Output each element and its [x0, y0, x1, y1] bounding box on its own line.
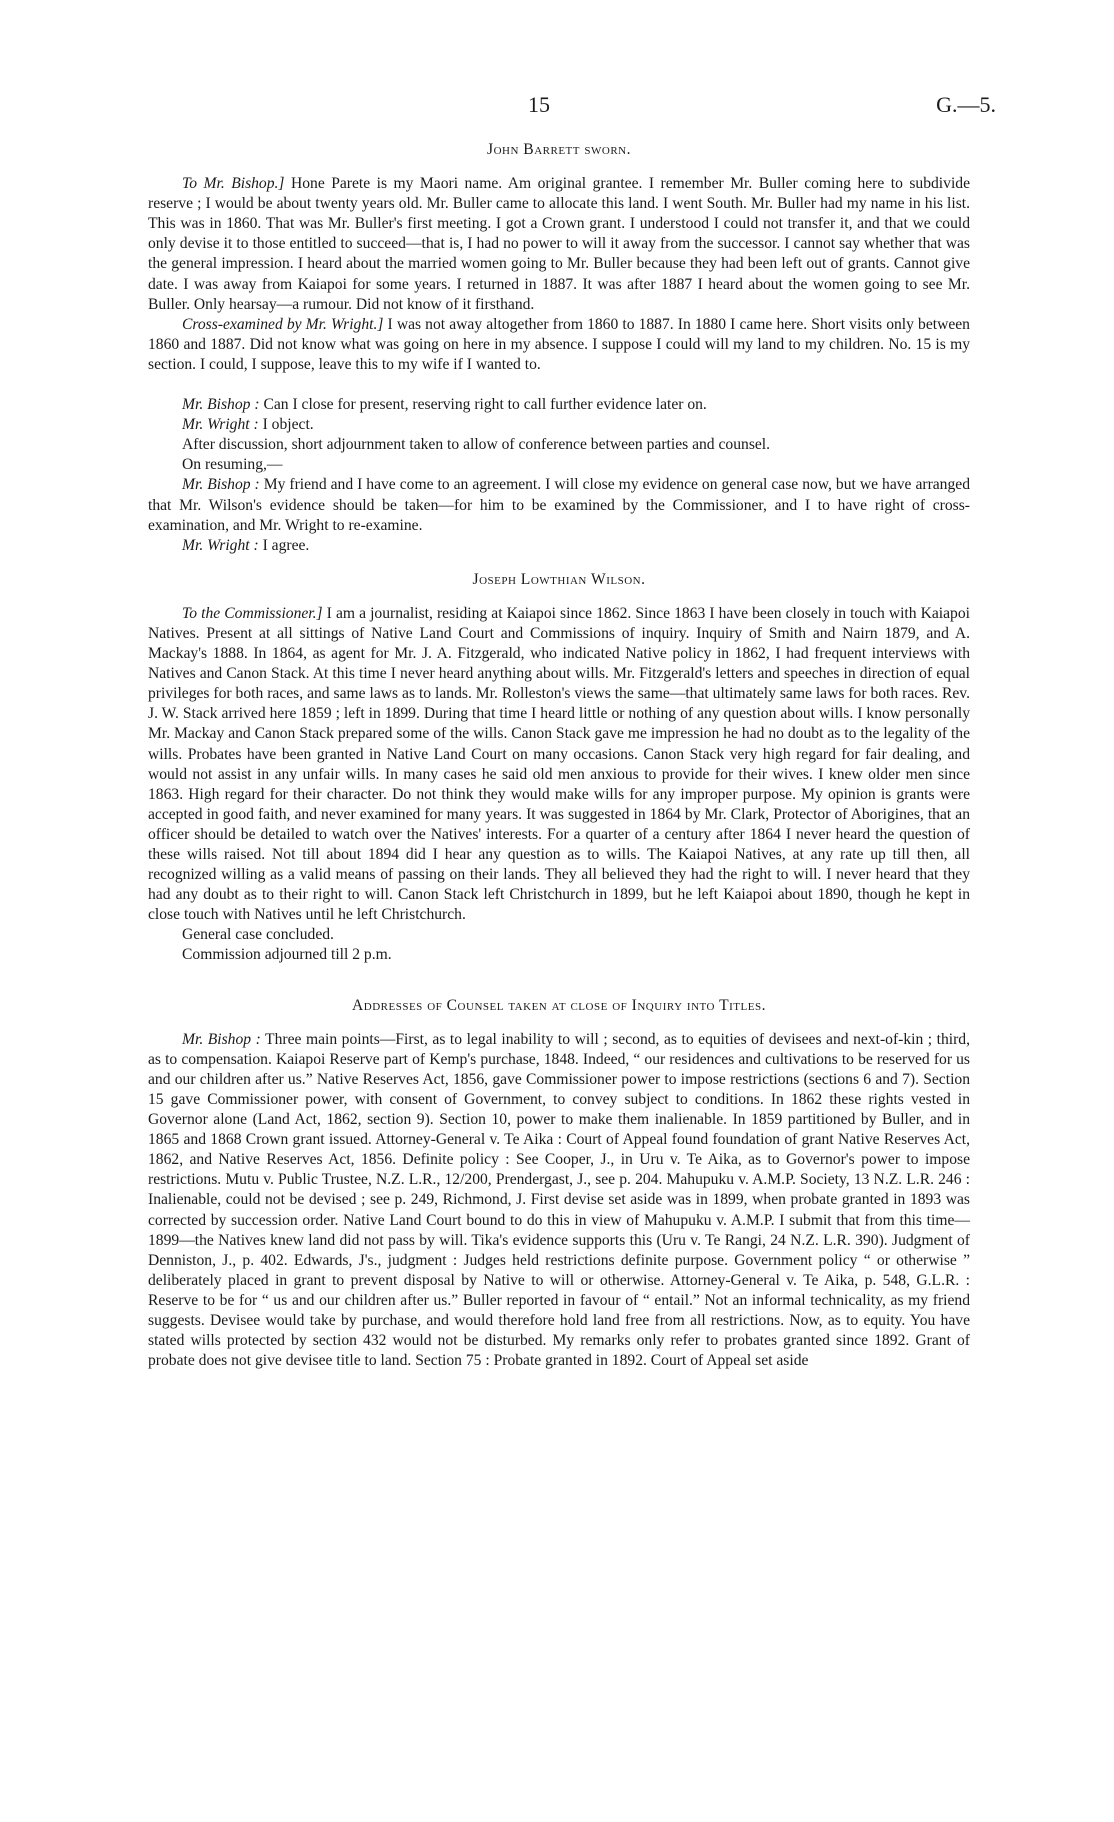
exchange-text: On resuming,—	[182, 456, 283, 474]
exchange-text: Can I close for present, reserving right to call further evidence later on.	[259, 396, 707, 414]
speaker-label: To Mr. Bishop.]	[182, 175, 285, 193]
speaker-label: Mr. Wright :	[182, 536, 259, 554]
speaker-label: To the Commissioner.]	[182, 604, 323, 622]
document-body	[148, 140, 970, 1371]
speaker-label: Mr. Bishop :	[182, 476, 260, 494]
adjournment-note: Commission adjourned till 2 p.m.	[182, 946, 392, 964]
speaker-label: Mr. Bishop :	[182, 396, 260, 414]
exchange-text: My friend and I have come to an agreement. I will close my evidence on general case now, but we have arranged that Mr. Wilson's evidence should be taken—for him to be examined by the Commissioner, and I to have right of cross-examination, and Mr. Wright to re-examine.	[148, 476, 970, 534]
testimony-text: I am a journalist, residing at Kaiapoi since 1862. Since 1863 I have been closely in touch with Kaiapoi Natives. Present at all sittings of Native Land Court and Commissions of inquiry. Inquiry of Smith and Nairn 1879, and A. Mackay's 1888. In 1864, as agent for Mr. J. A. Fitzgerald, who indicated Native policy in 1862, I had frequent interviews with Natives and Canon Stack. At this time I never heard anything about wills. Mr. Fitzgerald's letters and speeches in direction of equal privileges for both races, and same laws as to lands. Mr. Rolleston's views the same—that ultimately same laws for both races. Rev. J. W. Stack arrived here 1859 ; left in 1899. During that time I heard little or nothing of any question about wills. I know personally Mr. Mackay and Canon Stack prepared some of the wills. Canon Stack gave me impression he had no doubt as to the legality of the wills. Probates have been granted in Native Land Court on many occasions. Canon Stack very high regard for fair dealing, and would not assist in any unfair wills. In many cases he said old men anxious to provide for their wives. I knew older men since 1863. High regard for their character. Do not think they would make wills for any improper purpose. My opinion is grants were accepted in good faith, and never examined for many years. It was suggested in 1864 by Mr. Clark, Protector of Aborigines, that an officer should be detailed to watch over the Natives' interests. For a quarter of a century after 1864 I never heard the question of these wills raised. Not till about 1894 did I hear any question as to wills. The Kaiapoi Natives, at any rate up till then, all recognized willing as a valid means of passing on their lands. They all believed they had the right to will. I never heard that they had any doubt as to their right to will. Canon Stack left Christchurch in 1899, but he left Kaiapoi about 1890, though he kept in close touch with Natives until he left Christchurch.	[148, 604, 970, 924]
speaker-label: Mr. Bishop :	[182, 1030, 261, 1048]
exchange-line	[148, 455, 970, 475]
wilson-examination	[148, 604, 970, 926]
exchange-text: I object.	[258, 416, 314, 434]
exchange-paragraph	[148, 475, 970, 535]
exchange-line	[148, 395, 970, 415]
exchange-line	[148, 435, 970, 455]
case-concluded-note: General case concluded.	[182, 926, 334, 944]
speaker-label: Cross-examined by Mr. Wright.]	[182, 315, 384, 333]
barrett-examination	[148, 174, 970, 315]
barrett-cross-examination	[148, 315, 970, 375]
document-reference: G.—5.	[936, 92, 996, 117]
testimony-text: Hone Parete is my Maori name. Am original grantee. I remember Mr. Buller coming here to subdivide reserve ; I would be about twenty years old. Mr. Buller came to allocate this land. I went South. Mr. Buller had my name in his list. This was in 1860. That was Mr. Buller's first meeting. I got a Crown grant. I understood I could not transfer it, and that we could only devise it to those entitled to succeed—that is, I had no power to will it away from the successor. I cannot say whether that was the general impression. I heard about the married women going to Mr. Buller because they had been left out of grants. Cannot give date. I was away from Kaiapoi for some years. I returned in 1887. It was after 1887 I heard about the women going to see Mr. Buller. Only hearsay—a rumour. Did not know of it firsthand.	[148, 175, 970, 313]
exchange-line	[148, 415, 970, 435]
witness-heading-wilson: Joseph Lowthian Wilson.	[472, 570, 646, 588]
bishop-address	[148, 1030, 970, 1372]
address-text: Three main points—First, as to legal inability to will ; second, as to equities of devisees and next-of-kin ; third, as to compensation. Kaiapoi Reserve part of Kemp's purchase, 1848. Indeed, “ our residences and cultivations to be reserved for us and our children after us.” Native Reserves Act, 1856, gave Commissioner power to impose restrictions (sections 6 and 7). Section 15 gave Commissioner power, with consent of Government, to convey subject to conditions. In 1862 these rights vested in Governor alone (Land Act, 1862, section 9). Section 10, power to make them inalienable. In 1859 partitioned by Buller, and in 1865 and 1868 Crown grant issued. Attorney-General v. Te Aika : Court of Appeal found foundation of grant Native Reserves Act, 1862, and Native Reserves Act, 1856. Definite policy : See Cooper, J., in Uru v. Te Aika, as to Governor's power to impose restrictions. Mutu v. Public Trustee, N.Z. L.R., 12/200, Prendergast, J., see p. 204. Mahupuku v. A.M.P. Society, 13 N.Z. L.R. 246 : Inalienable, could not be devised ; see p. 249, Richmond, J. First devise set aside was in 1899, when probate granted in 1893 was corrected by succession order. Native Land Court bound to do this in view of Mahupuku v. A.M.P. I submit that from this time—1899—the Natives knew land did not pass by will. Tika's evidence supports this (Uru v. Te Rangi, 24 N.Z. L.R. 390). Judgment of Denniston, J., p. 402. Edwards, J's., judgment : Judges held restrictions definite purpose. Government policy “ or otherwise ” deliberately placed in grant to prevent disposal by Native to will or otherwise. Attorney-General v. Te Aika, p. 548, G.L.R. : Reserve to be for “ us and our children after us.” Buller reported in favour of “ entail.” Not an informal technicality, as my friend suggests. Devisee would take by purchase, and would therefore hold land free from all restrictions. Now, as to equity. You have stated wills protected by section 432 would not be disturbed. My remarks only refer to probates granted since 1892. Grant of probate does not give devisee title to land. Section 75 : Probate granted in 1892. Court of Appeal set aside	[148, 1030, 970, 1370]
page-number: 15	[528, 92, 550, 117]
witness-heading-barrett: John Barrett sworn.	[487, 141, 631, 158]
exchange-text: After discussion, short adjournment taken to allow of conference between parties and counsel.	[182, 436, 771, 454]
speaker-label: Mr. Wright :	[182, 416, 259, 434]
page-header	[0, 92, 1114, 122]
exchange-line	[148, 536, 970, 556]
exchange-text: I agree.	[258, 536, 310, 554]
addresses-heading: Addresses of Counsel taken at close of Inquiry into Titles.	[352, 996, 766, 1014]
testimony-text: I was not away altogether from 1860 to 1887. In 1880 I came here. Short visits only between 1860 and 1887. Did not know what was going on here in my absence. I suppose I could will my land to my children. No. 15 is my section. I could, I suppose, leave this to my wife if I wanted to.	[148, 315, 970, 373]
